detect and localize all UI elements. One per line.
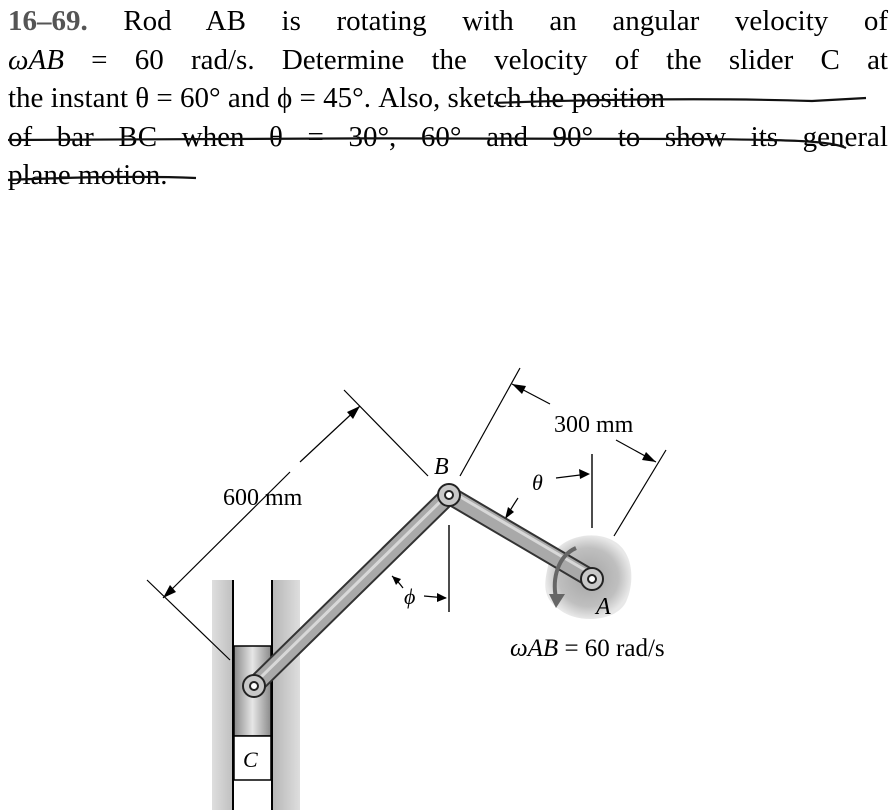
label-c: C xyxy=(243,747,258,772)
omega-ab-inline: ωAB xyxy=(8,43,64,76)
struck-text-3: plane motion. xyxy=(8,159,168,191)
label-a: A xyxy=(596,594,611,620)
rod-ab xyxy=(449,495,592,579)
struck-text-2: of bar BC when θ = 30°, 60° and 90° to show its general xyxy=(8,120,888,153)
theta-arrow-low xyxy=(505,507,514,519)
problem-line-3-text: the instant θ = 60° and ϕ = 45°. xyxy=(8,82,379,114)
dim-300-arrow-left xyxy=(512,384,526,394)
problem-line-1-text: Rod AB is rotating with an angular velocity of xyxy=(123,5,889,37)
phi-label: ϕ xyxy=(404,584,416,609)
pin-a xyxy=(588,575,596,583)
dim-600-label: 600 mm xyxy=(223,485,303,511)
dim-300-label: 300 mm xyxy=(554,412,634,438)
dim-300-arrow-right xyxy=(642,452,656,462)
pin-c xyxy=(250,682,258,690)
theta-label: θ xyxy=(532,470,543,495)
omega-ab-value: = 60 rad/s xyxy=(558,635,665,662)
dim-300-ext-1 xyxy=(460,368,520,476)
phi-arrow-right xyxy=(437,593,447,602)
label-b: B xyxy=(434,454,449,480)
omega-ab-symbol: ωAB xyxy=(510,635,559,662)
problem-line-2-text: = 60 rad/s. Determine the velocity of the slider C at xyxy=(63,43,888,76)
problem-number: 16–69. xyxy=(8,5,88,37)
dim-300-ext-2 xyxy=(614,450,666,536)
theta-arrow-right xyxy=(579,469,590,479)
rod-ab-highlight xyxy=(452,492,590,573)
pin-b xyxy=(445,491,453,499)
dim-600-ext-2 xyxy=(344,390,428,476)
struck-text-1: Also, sketch the position xyxy=(378,82,665,114)
omega-ab-label xyxy=(510,635,665,662)
